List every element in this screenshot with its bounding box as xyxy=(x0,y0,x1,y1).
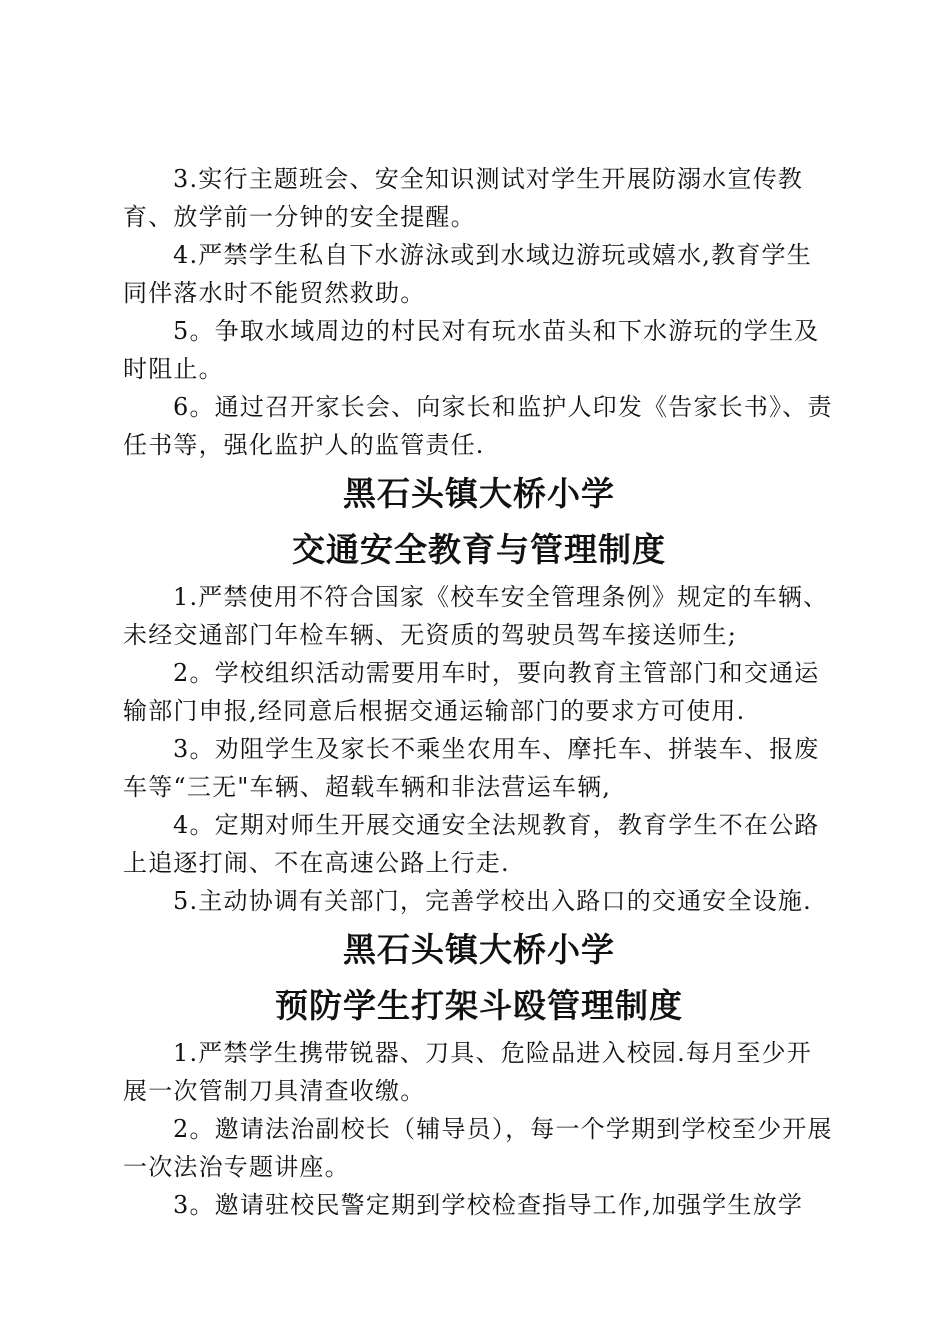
traffic-title-heading: 交通安全教育与管理制度 xyxy=(292,530,666,569)
paragraph-traffic-2: 2。学校组织活动需要用车时，要向教育主管部门和交通运输部门申报,经同意后根据交通运输部门的要求方可使用. xyxy=(123,659,820,725)
paragraph-traffic-5: 5.主动协调有关部门，完善学校出入路口的交通安全设施. xyxy=(173,887,812,915)
paragraph-drowning-5: 5。争取水域周边的村民对有玩水苗头和下水游玩的学生及时阻止。 xyxy=(123,317,820,383)
document-body xyxy=(123,160,835,1224)
traffic-school-heading: 黑石头镇大桥小学 xyxy=(343,474,615,513)
paragraph-fighting-1: 1.严禁学生携带锐器、刀具、危险品进入校园.每月至少开展一次管制刀具清查收缴。 xyxy=(123,1039,812,1105)
paragraph-traffic-1: 1.严禁使用不符合国家《校车安全管理条例》规定的车辆、未经交通部门年检车辆、无资质的驾驶员驾车接送师生; xyxy=(123,583,829,649)
paragraph-drowning-6: 6。通过召开家长会、向家长和监护人印发《告家长书》、责任书等，强化监护人的监管责任. xyxy=(123,393,833,459)
paragraph-traffic-4: 4。定期对师生开展交通安全法规教育，教育学生不在公路上追逐打闹、不在高速公路上行走. xyxy=(123,811,820,877)
paragraph-fighting-2: 2。邀请法治副校长（辅导员），每一个学期到学校至少开展一次法治专题讲座。 xyxy=(123,1115,833,1181)
fighting-title-heading: 预防学生打架斗殴管理制度 xyxy=(275,986,683,1025)
paragraph-drowning-4: 4.严禁学生私自下水游泳或到水域边游玩或嬉水,教育学生同伴落水时不能贸然救助。 xyxy=(123,241,812,307)
paragraph-drowning-3: 3.实行主题班会、安全知识测试对学生开展防溺水宣传教育、放学前一分钟的安全提醒。 xyxy=(123,165,804,231)
paragraph-fighting-3: 3。邀请驻校民警定期到学校检查指导工作,加强学生放学 xyxy=(173,1191,804,1219)
fighting-school-heading: 黑石头镇大桥小学 xyxy=(343,930,615,969)
paragraph-traffic-3: 3。劝阻学生及家长不乘坐农用车、摩托车、拼装车、报废车等“三无"车辆、超载车辆和非法营运车辆, xyxy=(123,735,820,801)
